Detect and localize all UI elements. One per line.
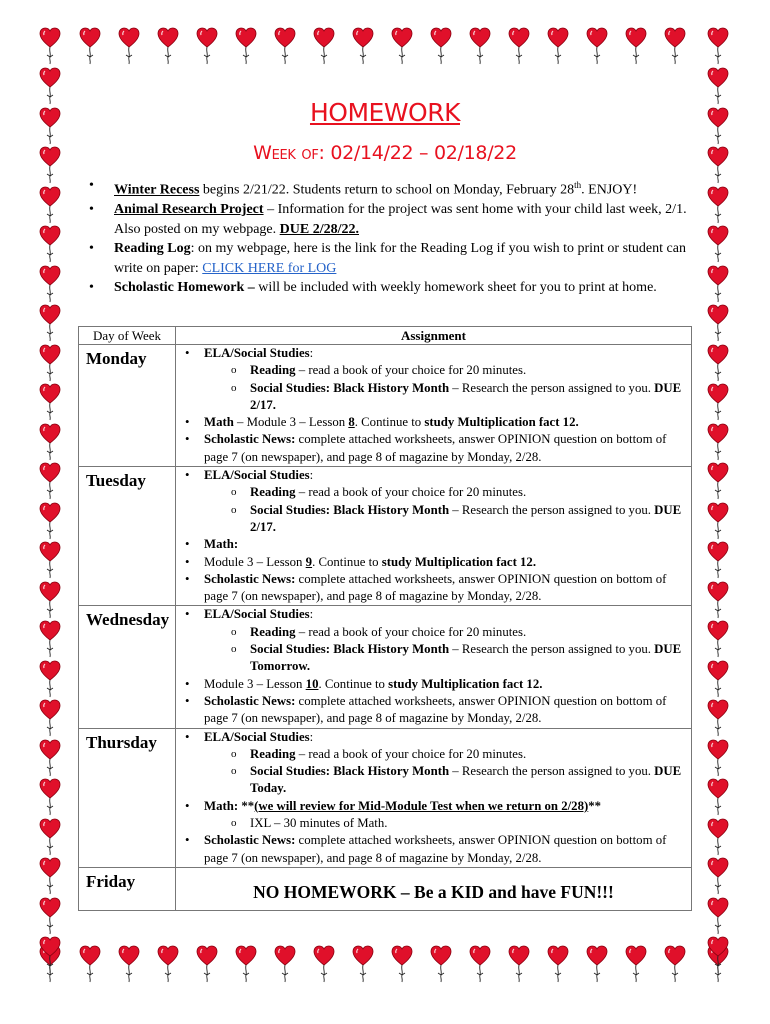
list-item: • Math – Module 3 – Lesson 8. Continue to study Multiplication fact 12.	[176, 414, 691, 431]
list-item: • ELA/Social Studies: o Reading – read a book of your choice for 20 minutes. o Social Studies: Black History Month – Research the person assigned to you. DUE Today.	[176, 729, 691, 798]
heart-balloon-icon	[274, 944, 296, 984]
heart-balloon-icon	[707, 935, 729, 975]
col-header-assignment: Assignment	[176, 327, 692, 345]
heart-balloon-icon	[707, 145, 729, 185]
heart-balloon-icon	[235, 26, 257, 66]
list-item: o Reading – read a book of your choice for 20 minutes.	[204, 624, 691, 641]
heart-balloon-icon	[707, 856, 729, 896]
heart-balloon-icon	[313, 944, 335, 984]
heart-balloon-icon	[352, 26, 374, 66]
heart-balloon-icon	[707, 66, 729, 106]
heart-balloon-icon	[39, 224, 61, 264]
heart-balloon-icon	[39, 935, 61, 975]
heart-balloon-icon	[79, 944, 101, 984]
heart-balloon-icon	[707, 343, 729, 383]
heart-balloon-icon	[39, 66, 61, 106]
table-header-row	[79, 327, 692, 345]
heart-balloon-icon	[39, 461, 61, 501]
note-winter-recess: • Winter Recess begins 2/21/22. Students return to school on Monday, February 28th. ENJOY!	[82, 176, 692, 200]
heart-balloon-icon	[707, 264, 729, 304]
heart-balloon-icon	[39, 817, 61, 857]
heart-balloon-icon	[352, 944, 374, 984]
note-reading-log: • Reading Log: on my webpage, here is the link for the Reading Log if you wish to print or student can write on paper: CLICK HERE for LOG	[82, 239, 692, 278]
list-item: o Reading – read a book of your choice for 20 minutes.	[204, 484, 691, 501]
heart-balloon-icon	[39, 382, 61, 422]
col-header-day: Day of Week	[79, 327, 176, 345]
table-row	[79, 467, 692, 606]
heart-balloon-icon	[707, 106, 729, 146]
table-row	[79, 606, 692, 728]
assignment-wednesday	[176, 606, 692, 728]
heart-balloon-icon	[664, 26, 686, 66]
list-item: • ELA/Social Studies: o Reading – read a book of your choice for 20 minutes. o Social Studies: Black History Month – Research the person assigned to you. DUE Tomorrow.	[176, 606, 691, 675]
heart-balloon-icon	[118, 26, 140, 66]
heart-balloon-icon	[508, 944, 530, 984]
announcements-list	[82, 176, 692, 298]
friday-message: NO HOMEWORK – Be a KID and have FUN!!!	[176, 867, 692, 910]
list-item: • Scholastic News: complete attached worksheets, answer OPINION question on bottom of page 7 (on newspaper), and page 8 of magazine by Monday, 2/28.	[176, 832, 691, 867]
heart-balloon-icon	[39, 106, 61, 146]
heart-balloon-icon	[586, 944, 608, 984]
heart-balloon-icon	[157, 26, 179, 66]
assignment-thursday	[176, 728, 692, 867]
list-item: o Reading – read a book of your choice for 20 minutes.	[204, 362, 691, 379]
heart-balloon-icon	[39, 303, 61, 343]
heart-balloon-icon	[39, 422, 61, 462]
heart-balloon-icon	[313, 26, 335, 66]
assignment-monday	[176, 345, 692, 467]
list-item: • Math:	[176, 536, 691, 553]
heart-balloon-icon	[707, 422, 729, 462]
heart-balloon-icon	[707, 540, 729, 580]
heart-balloon-icon	[39, 264, 61, 304]
heart-balloon-icon	[118, 944, 140, 984]
heart-balloon-icon	[707, 777, 729, 817]
table-row	[79, 867, 692, 910]
heart-balloon-icon	[707, 185, 729, 225]
heart-balloon-icon	[707, 303, 729, 343]
heart-balloon-icon	[707, 501, 729, 541]
note-scholastic: • Scholastic Homework – will be included with weekly homework sheet for you to print at home.	[82, 278, 692, 298]
week-range: Week of: 02/14/22 – 02/18/22	[253, 142, 517, 164]
heart-balloon-icon	[39, 501, 61, 541]
heart-balloon-icon	[39, 619, 61, 659]
heart-balloon-icon	[707, 619, 729, 659]
heart-balloon-icon	[196, 26, 218, 66]
heart-balloon-icon	[707, 382, 729, 422]
heart-balloon-icon	[39, 580, 61, 620]
day-friday: Friday	[79, 867, 176, 910]
homework-table	[78, 326, 692, 911]
note-research-project: • Animal Research Project – Information for the project was sent home with your child last week, 2/1. Also posted on my webpage. DUE 2/28/22.	[82, 200, 692, 239]
heart-balloon-icon	[39, 896, 61, 936]
heart-balloon-icon	[274, 26, 296, 66]
heart-balloon-icon	[508, 26, 530, 66]
list-item: • Scholastic News: complete attached worksheets, answer OPINION question on bottom of page 7 (on newspaper), and page 8 of magazine by Monday, 2/28.	[176, 693, 691, 728]
list-item: o IXL – 30 minutes of Math.	[204, 815, 691, 832]
list-item: o Social Studies: Black History Month – Research the person assigned to you. DUE 2/17.	[204, 380, 691, 415]
heart-balloon-icon	[79, 26, 101, 66]
list-item: o Social Studies: Black History Month – Research the person assigned to you. DUE 2/17.	[204, 502, 691, 537]
heart-balloon-icon	[391, 944, 413, 984]
heart-balloon-icon	[586, 26, 608, 66]
heart-balloon-icon	[707, 817, 729, 857]
day-monday: Monday	[79, 345, 176, 467]
list-item: • ELA/Social Studies: o Reading – read a book of your choice for 20 minutes. o Social Studies: Black History Month – Research the person assigned to you. DUE 2/17.	[176, 345, 691, 414]
heart-balloon-icon	[39, 738, 61, 778]
heart-balloon-icon	[664, 944, 686, 984]
heart-balloon-icon	[707, 580, 729, 620]
heart-balloon-icon	[707, 738, 729, 778]
heart-balloon-icon	[707, 896, 729, 936]
heart-balloon-icon	[39, 540, 61, 580]
heart-balloon-icon	[625, 26, 647, 66]
day-tuesday: Tuesday	[79, 467, 176, 606]
list-item: • Math: **(we will review for Mid-Module Test when we return on 2/28)** o IXL – 30 minutes of Math.	[176, 798, 691, 833]
heart-balloon-icon	[39, 185, 61, 225]
heart-balloon-icon	[707, 698, 729, 738]
day-thursday: Thursday	[79, 728, 176, 867]
heart-balloon-icon	[707, 461, 729, 501]
day-wednesday: Wednesday	[79, 606, 176, 728]
heart-balloon-icon	[39, 26, 61, 66]
heart-balloon-icon	[157, 944, 179, 984]
heart-balloon-icon	[39, 856, 61, 896]
assignment-tuesday	[176, 467, 692, 606]
heart-balloon-icon	[707, 224, 729, 264]
heart-balloon-icon	[547, 944, 569, 984]
list-item: • Scholastic News: complete attached worksheets, answer OPINION question on bottom of page 7 (on newspaper), and page 8 of magazine by Monday, 2/28.	[176, 431, 691, 466]
list-item: o Reading – read a book of your choice for 20 minutes.	[204, 746, 691, 763]
heart-balloon-icon	[39, 659, 61, 699]
list-item: • Module 3 – Lesson 9. Continue to study Multiplication fact 12.	[176, 554, 691, 571]
heart-balloon-icon	[469, 944, 491, 984]
heart-balloon-icon	[430, 944, 452, 984]
heart-balloon-icon	[707, 659, 729, 699]
page-title: HOMEWORK	[309, 98, 460, 127]
heart-balloon-icon	[39, 777, 61, 817]
list-item: o Social Studies: Black History Month – Research the person assigned to you. DUE Tomorrow.	[204, 641, 691, 676]
list-item: • ELA/Social Studies: o Reading – read a book of your choice for 20 minutes. o Social Studies: Black History Month – Research the person assigned to you. DUE 2/17.	[176, 467, 691, 536]
heart-balloon-icon	[391, 26, 413, 66]
heart-balloon-icon	[707, 26, 729, 66]
heart-balloon-icon	[547, 26, 569, 66]
heart-balloon-icon	[430, 26, 452, 66]
table-row	[79, 345, 692, 467]
list-item: • Scholastic News: complete attached worksheets, answer OPINION question on bottom of page 7 (on newspaper), and page 8 of magazine by Monday, 2/28.	[176, 571, 691, 606]
list-item: • Module 3 – Lesson 10. Continue to study Multiplication fact 12.	[176, 676, 691, 693]
table-row	[79, 728, 692, 867]
heart-balloon-icon	[39, 145, 61, 185]
heart-balloon-icon	[196, 944, 218, 984]
heart-balloon-icon	[625, 944, 647, 984]
list-item: o Social Studies: Black History Month – Research the person assigned to you. DUE Today.	[204, 763, 691, 798]
reading-log-link[interactable]: CLICK HERE for LOG	[202, 260, 337, 276]
heart-balloon-icon	[235, 944, 257, 984]
heart-balloon-icon	[39, 698, 61, 738]
heart-balloon-icon	[469, 26, 491, 66]
heart-balloon-icon	[39, 343, 61, 383]
